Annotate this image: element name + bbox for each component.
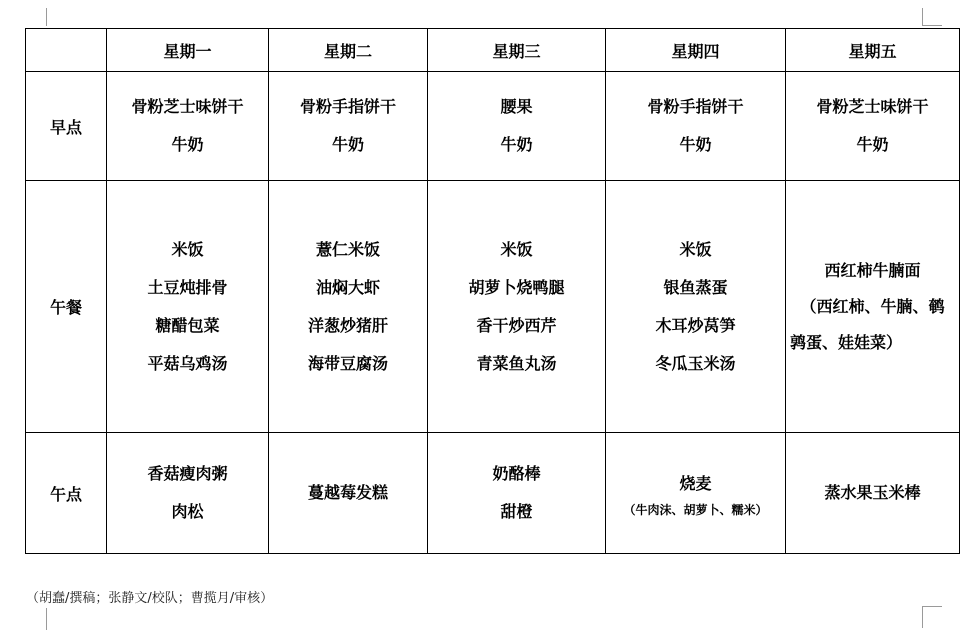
menu-item: 香菇瘦肉粥 bbox=[147, 464, 228, 483]
header-row bbox=[26, 29, 960, 72]
menu-item: 牛奶 bbox=[856, 135, 889, 154]
lunch-tuesday bbox=[269, 181, 428, 433]
snack-monday bbox=[107, 433, 269, 554]
snack-friday bbox=[786, 433, 960, 554]
menu-item: 土豆炖排骨 bbox=[147, 277, 228, 297]
menu-item: 牛奶 bbox=[679, 135, 712, 154]
menu-item: 薏仁米饭 bbox=[315, 239, 380, 259]
menu-item: 牛奶 bbox=[171, 135, 204, 154]
crop-mark-bottom-right-h bbox=[922, 606, 942, 607]
breakfast-monday bbox=[107, 72, 269, 181]
row-label-breakfast: 早点 bbox=[26, 72, 107, 181]
menu-item: 骨粉芝士味饼干 bbox=[131, 97, 244, 116]
header-thursday: 星期四 bbox=[606, 29, 786, 72]
menu-item-note: （牛肉沫、胡萝卜、糯米） bbox=[623, 503, 768, 517]
row-label-snack: 午点 bbox=[26, 433, 107, 554]
menu-item: 骨粉手指饼干 bbox=[647, 97, 744, 116]
menu-item: 木耳炒莴笋 bbox=[655, 315, 736, 335]
table-row bbox=[26, 181, 960, 433]
lunch-monday bbox=[107, 181, 269, 433]
lunch-friday bbox=[786, 181, 960, 433]
menu-item: （西红柿、牛腩、鹌 bbox=[800, 296, 945, 316]
header-friday: 星期五 bbox=[786, 29, 960, 72]
table-row bbox=[26, 72, 960, 181]
menu-item: 平菇乌鸡汤 bbox=[147, 353, 228, 373]
corner-cell bbox=[26, 29, 107, 72]
breakfast-thursday bbox=[606, 72, 786, 181]
menu-item: 冬瓜玉米汤 bbox=[655, 353, 736, 373]
menu-item: 香干炒西芹 bbox=[476, 315, 557, 335]
menu-item: 奶酪棒 bbox=[492, 464, 541, 483]
crop-mark-top-left-v bbox=[46, 8, 47, 26]
breakfast-friday bbox=[786, 72, 960, 181]
menu-item: 青菜鱼丸汤 bbox=[476, 353, 557, 373]
menu-item: 肉松 bbox=[171, 502, 204, 521]
weekly-menu-table bbox=[25, 28, 960, 554]
lunch-thursday bbox=[606, 181, 786, 433]
menu-item: 骨粉手指饼干 bbox=[299, 97, 396, 116]
table-row bbox=[26, 433, 960, 554]
menu-item: 烧麦 bbox=[679, 474, 712, 493]
menu-item: 蒸水果玉米棒 bbox=[824, 483, 921, 502]
snack-tuesday bbox=[269, 433, 428, 554]
lunch-wednesday bbox=[428, 181, 606, 433]
menu-item: 蔓越莓发糕 bbox=[307, 483, 388, 502]
menu-item: 米饭 bbox=[500, 239, 533, 259]
breakfast-wednesday bbox=[428, 72, 606, 181]
menu-item: 油焖大虾 bbox=[315, 277, 380, 297]
menu-item: 洋葱炒猪肝 bbox=[307, 315, 388, 335]
menu-item: 腰果 bbox=[500, 97, 533, 116]
menu-item: 鹑蛋、娃娃菜） bbox=[790, 332, 903, 352]
menu-item: 糖醋包菜 bbox=[155, 315, 220, 335]
snack-thursday bbox=[606, 433, 786, 554]
menu-item: 银鱼蒸蛋 bbox=[663, 277, 728, 297]
credits-line: （胡蠢/撰稿；张静文/校队；曹揽月/审核） bbox=[26, 591, 274, 606]
menu-item: 牛奶 bbox=[331, 135, 364, 154]
menu-item: 牛奶 bbox=[500, 135, 533, 154]
menu-item: 骨粉芝士味饼干 bbox=[816, 97, 929, 116]
header-monday: 星期一 bbox=[107, 29, 269, 72]
header-wednesday: 星期三 bbox=[428, 29, 606, 72]
menu-item: 海带豆腐汤 bbox=[307, 353, 388, 373]
menu-item: 西红柿牛腩面 bbox=[824, 260, 921, 280]
row-label-lunch: 午餐 bbox=[26, 181, 107, 433]
crop-mark-top-right-h bbox=[922, 25, 942, 26]
menu-item: 甜橙 bbox=[500, 502, 533, 521]
snack-wednesday bbox=[428, 433, 606, 554]
menu-item: 米饭 bbox=[679, 239, 712, 259]
crop-mark-bottom-right-v bbox=[922, 606, 923, 628]
crop-mark-top-right-v bbox=[922, 8, 923, 26]
breakfast-tuesday bbox=[269, 72, 428, 181]
header-tuesday: 星期二 bbox=[269, 29, 428, 72]
menu-item: 米饭 bbox=[171, 239, 204, 259]
crop-mark-bottom-left-v bbox=[46, 608, 47, 630]
menu-item: 胡萝卜烧鸭腿 bbox=[468, 277, 565, 297]
